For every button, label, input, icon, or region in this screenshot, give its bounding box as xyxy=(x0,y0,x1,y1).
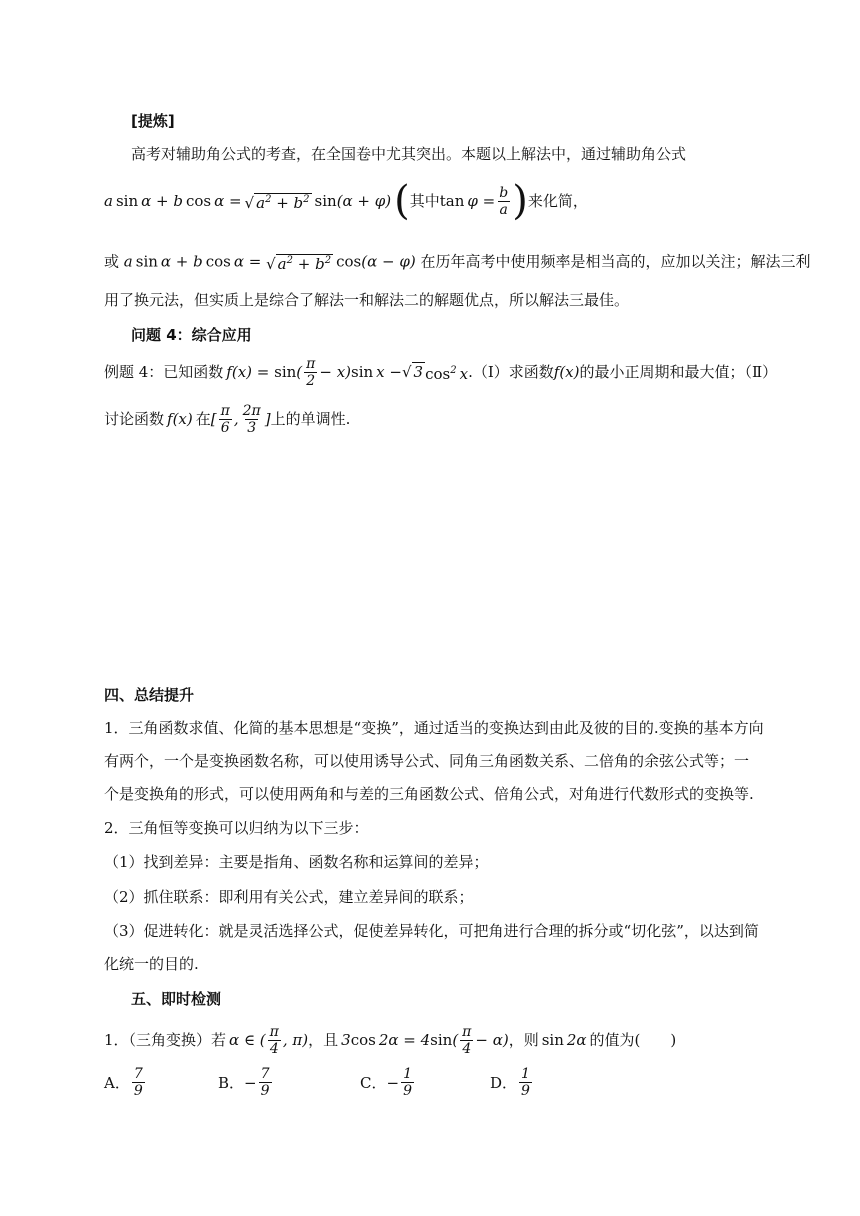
example-4-line2-tail: 上的单调性. xyxy=(270,410,351,428)
question-1-end: 的值为( ) xyxy=(589,1031,677,1049)
option-c[interactable] xyxy=(360,1066,416,1099)
option-a-label: A． xyxy=(104,1073,130,1092)
tan-fraction: $\frac{b}{a}$ xyxy=(499,184,509,218)
option-d-label: D． xyxy=(490,1073,518,1092)
summary-line-3: 个是变换角的形式，可以使用两角和与差的三角函数公式、倍角公式，对角进行代数形式的变换等. xyxy=(104,785,754,803)
question-1-prefix: 1．（三角变换）若 xyxy=(104,1031,227,1049)
option-d-numerator: 1 xyxy=(521,1066,530,1082)
summary-line-8: 化统一的目的. xyxy=(104,955,199,973)
summary-line-2: 有两个，一个是变换函数名称，可以使用诱导公式、同角三角函数关系、二倍角的余弦公式等；一 xyxy=(104,752,750,770)
option-c-label: C． xyxy=(360,1073,387,1092)
option-a-numerator: 7 xyxy=(133,1066,143,1082)
question-1: 1．（三角变换）若 α ∈ ( $\frac{\pi}{4}$ , π) ，且 3cos 2α = 4sin( $\frac{\pi}{4}$ − α) ，则 sin 2α 的值为( ) xyxy=(104,1023,677,1057)
option-c-denominator: 9 xyxy=(403,1083,412,1099)
example-4-part1: .（Ⅰ）求函数 xyxy=(468,363,554,381)
summary-line-6: （2）抓住联系：即利用有关公式，建立差异间的联系； xyxy=(104,888,474,906)
summary-line-5: （1）找到差异：主要是指角、函数名称和运算间的差异； xyxy=(104,853,489,871)
option-b-sign: − xyxy=(244,1073,257,1092)
option-d[interactable] xyxy=(490,1066,534,1099)
formula-lhs: a sin α + b cos α = xyxy=(104,192,245,210)
sqrt-expression: √ $a^2 + b^2$ xyxy=(244,193,310,212)
option-c-sign: − xyxy=(386,1073,400,1092)
refine-heading: [提炼] xyxy=(131,112,175,130)
question-1-tail: ，则 xyxy=(508,1031,539,1049)
option-b-numerator: 7 xyxy=(260,1066,270,1082)
summary-line-7: （3）促进转化：就是灵活选择公式，促使差异转化，可把角进行合理的拆分或“切化弦”，以达到简 xyxy=(104,922,759,940)
problem-4-heading: 问题 4：综合应用 xyxy=(131,326,252,344)
option-a[interactable] xyxy=(104,1066,147,1099)
formula-1-tail: 来化简， xyxy=(527,192,588,210)
auxiliary-angle-formula-2: 或 a sin α + b cos α = √ $a^2 + b^2$ cos(α − φ) 在历年高考中使用频率是相当高的，应加以关注；解法三利 xyxy=(104,252,811,273)
example-4-line-1: 例题 4：已知函数 f(x) = sin( $\frac{\pi}{2}$ − x)sin x − √ 3 $\cos^2 x$ .（Ⅰ）求函数 f(x) 的最小正周期和最大值；（Ⅱ） xyxy=(104,355,778,389)
refine-paragraph-1: 高考对辅助角公式的考查，在全国卷中尤其突出。本题以上解法中，通过辅助角公式 xyxy=(131,145,687,163)
formula-2-tail: 在历年高考中使用频率是相当高的，应加以关注；解法三利 xyxy=(420,252,811,271)
option-b[interactable] xyxy=(218,1066,274,1099)
summary-line-4: 2．三角恒等变换可以归纳为以下三步： xyxy=(104,819,369,837)
summary-heading: 四、总结提升 xyxy=(104,686,195,704)
option-c-numerator: 1 xyxy=(403,1066,412,1082)
auxiliary-angle-formula-1: a sin α + b cos α = √ $a^2 + b^2$ sin(α + φ) ( 其中 tan φ = $\frac{b}{a}$ ) 来化简， xyxy=(104,178,588,224)
example-4-prefix: 例题 4：已知函数 xyxy=(104,363,224,381)
question-1-mid: ，且 xyxy=(308,1031,339,1049)
refine-paragraph-3: 用了换元法，但实质上是综合了解法一和解法二的解题优点，所以解法三最佳。 xyxy=(104,291,630,309)
option-b-label: B． xyxy=(218,1073,245,1092)
example-4-line2-mid: 在 xyxy=(195,410,211,428)
formula-paren-text: 其中 xyxy=(409,192,440,210)
option-b-denominator: 9 xyxy=(260,1083,270,1099)
example-4-line2-prefix: 讨论函数 xyxy=(104,410,165,428)
option-a-denominator: 9 xyxy=(133,1083,143,1099)
example-4-part1-tail: 的最小正周期和最大值；（Ⅱ） xyxy=(579,363,778,381)
check-heading: 五、即时检测 xyxy=(131,990,222,1008)
formula-2-prefix: 或 xyxy=(104,252,120,271)
example-4-line-2: 讨论函数 f(x) 在 [ $\frac{\pi}{6}$ , $\frac{2\pi}{3}$ ] 上的单调性. xyxy=(104,402,351,436)
summary-line-1: 1．三角函数求值、化简的基本思想是“变换”，通过适当的变换达到由此及彼的目的.变换的基本方向 xyxy=(104,719,764,737)
option-d-denominator: 9 xyxy=(521,1083,530,1099)
